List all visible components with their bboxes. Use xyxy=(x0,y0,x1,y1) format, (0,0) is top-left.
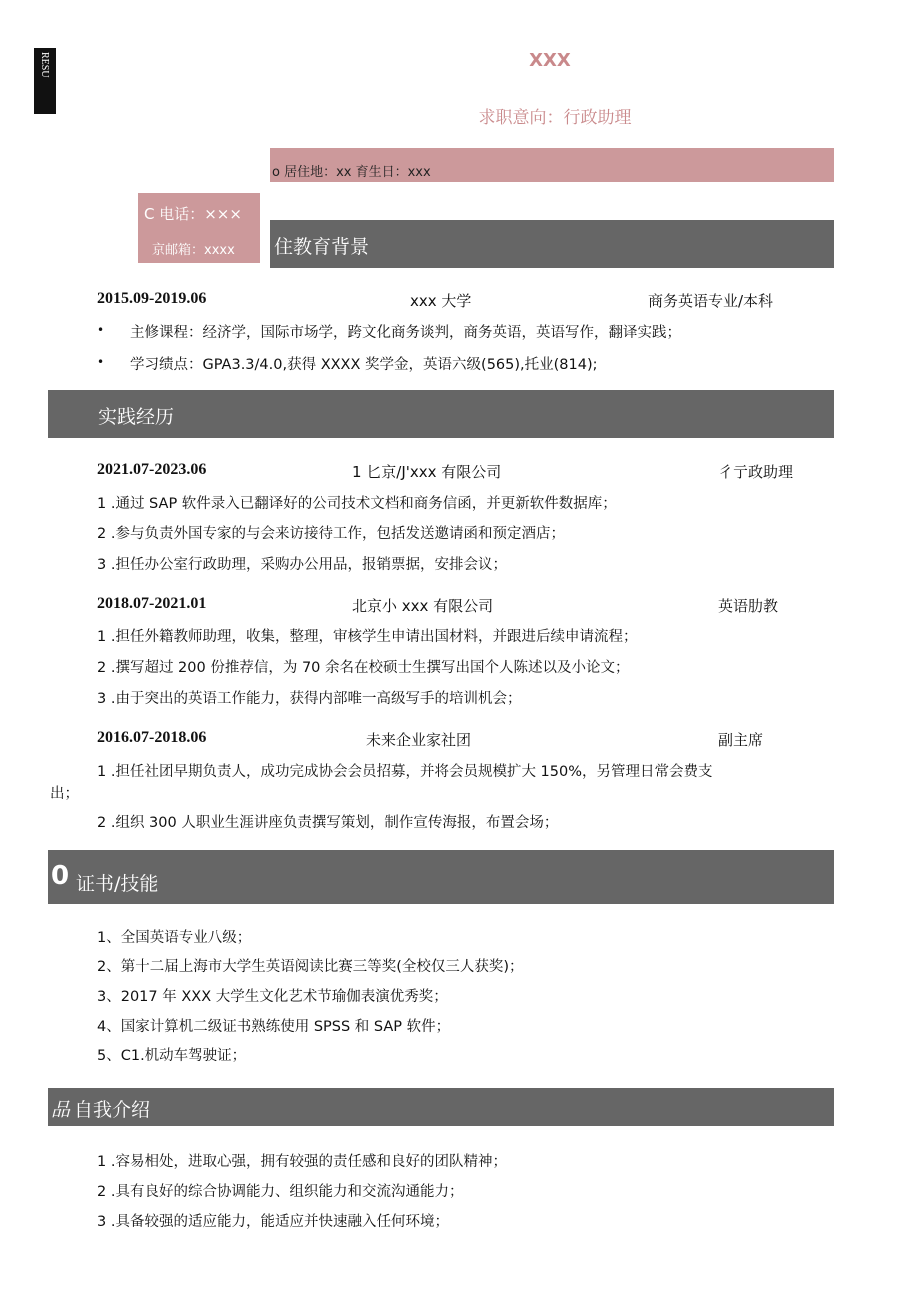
practice-item-wrap: 出； xyxy=(50,786,79,802)
certs-icon: 0 xyxy=(51,861,70,891)
practice-item: 1 .通过 SAP 软件录入已翻译好的公司技术文档和商务信函，并更新软件数据库； xyxy=(97,496,617,512)
email-line: 京邮箱：xxxx xyxy=(152,243,235,258)
practice-org: 未来企业家社团 xyxy=(366,731,472,749)
contact-box xyxy=(138,193,260,263)
education-date: 2015.09-2019.06 xyxy=(97,290,207,307)
bullet-mark: • xyxy=(97,355,105,369)
side-tab xyxy=(34,48,56,114)
certs-section-header xyxy=(48,850,834,904)
practice-role: 英语肋教 xyxy=(718,597,779,615)
self-intro-icon: 品 xyxy=(51,1099,71,1121)
practice-role: 副主席 xyxy=(718,731,764,749)
cert-item: 4、国家计算机二级证书熟练使用 SPSS 和 SAP 软件； xyxy=(97,1019,451,1035)
practice-date: 2021.07-2023.06 xyxy=(97,461,207,478)
cert-item: 1、全国英语专业八级； xyxy=(97,930,252,946)
job-intention: 求职意向：行政助理 xyxy=(478,108,632,128)
info-bar xyxy=(270,148,834,182)
practice-date: 2018.07-2021.01 xyxy=(97,595,207,612)
practice-item: 1 .担任外籍教师助理，收集，整理，审核学生申请出国材料，并跟进后续申请流程； xyxy=(97,629,638,645)
practice-title: 实践经历 xyxy=(98,406,175,428)
cert-item: 2、第十二届上海市大学生英语阅读比赛三等奖(全校仅三人获奖)； xyxy=(97,959,524,975)
education-major: 商务英语专业/本科 xyxy=(648,292,774,310)
practice-role: 彳亍政助理 xyxy=(718,463,794,481)
practice-org: 1 匕京/J'xxx 有限公司 xyxy=(352,463,502,481)
bullet-mark: • xyxy=(97,323,105,337)
practice-date: 2016.07-2018.06 xyxy=(97,729,207,746)
candidate-name: XXX xyxy=(529,50,571,71)
education-gpa: 学习绩点：GPA3.3/4.0,获得 XXXX 奖学金，英语六级(565),托业(814); xyxy=(130,357,598,373)
education-section-header xyxy=(270,220,834,268)
education-courses: 主修课程：经济学，国际市场学，跨文化商务谈判，商务英语，英语写作，翻译实践； xyxy=(130,325,681,341)
practice-item: 3 .由于突出的英语工作能力，获得内部唯一高级写手的培训机会； xyxy=(97,691,522,707)
self-intro-item: 1 .容易相处，进取心强，拥有较强的责任感和良好的团队精神； xyxy=(97,1154,507,1170)
practice-org: 北京小 xxx 有限公司 xyxy=(352,597,494,615)
practice-item: 2 .组织 300 人职业生涯讲座负责撰写策划，制作宣传海报，布置会场； xyxy=(97,815,559,831)
education-school: xxx 大学 xyxy=(410,292,472,310)
phone-line: C 电话：××× xyxy=(144,205,242,223)
practice-item: 1 .担任社团早期负责人，成功完成协会会员招募，并将会员规模扩大 150%，另管理日常会费支 xyxy=(97,764,713,780)
self-intro-title: 自我介绍 xyxy=(74,1099,151,1121)
self-intro-section-header xyxy=(48,1088,834,1126)
certs-title: 证书/技能 xyxy=(76,873,159,895)
practice-item: 2 .撰写超过 200 份推荐信，为 70 余名在校硕士生撰写出国个人陈述以及小论文； xyxy=(97,660,630,676)
cert-item: 3、2017 年 XXX 大学生文化艺术节瑜伽表演优秀奖； xyxy=(97,989,448,1005)
practice-item: 3 .担任办公室行政助理，采购办公用品，报销票据，安排会议； xyxy=(97,557,507,573)
info-line: o 居住地：xx 育生日：xxx xyxy=(272,165,431,180)
cert-item: 5、C1.机动车驾驶证； xyxy=(97,1048,247,1064)
education-title: 住教育背景 xyxy=(274,236,370,258)
practice-item: 2 .参与负责外国专家的与会来访接待工作，包括发送邀请函和预定酒店； xyxy=(97,526,565,542)
self-intro-item: 2 .具有良好的综合协调能力、组织能力和交流沟通能力； xyxy=(97,1184,464,1200)
practice-section-header xyxy=(48,390,834,438)
self-intro-item: 3 .具备较强的适应能力，能适应并快速融入任何环境； xyxy=(97,1214,449,1230)
side-tab-label: RESU xyxy=(39,52,50,78)
